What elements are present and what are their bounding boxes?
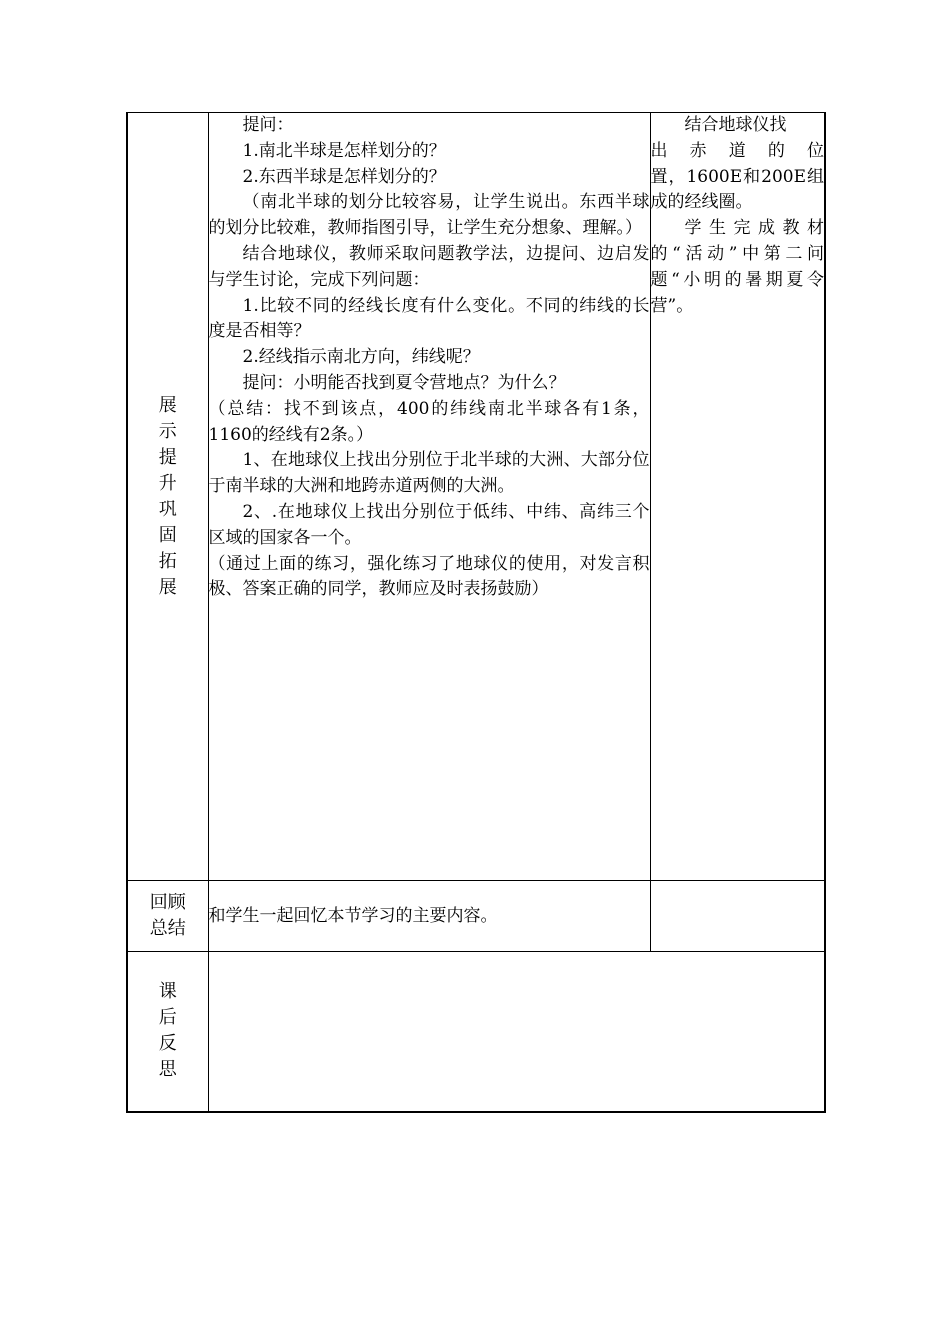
extension-side-cell (650, 113, 825, 881)
content-line: 1.南北半球是怎样划分的？ (242, 140, 446, 161)
summary-label-cell (127, 881, 208, 952)
summary-label-line: 回顾 (149, 892, 186, 913)
summary-label-line: 总结 (149, 918, 186, 939)
content-line: 结合地球仪，教师采取问题教学法，边提问、边启发与学生讨论，完成下列问题： (208, 243, 650, 290)
extension-label-cell (127, 113, 208, 881)
side-line: 学生完成教材的“活动”中第二问题“小明的暑期夏令营”。 (650, 218, 824, 316)
content-line: 1、在地球仪上找出分别位于北半球的大洲、大部分位于南半球的大洲和地跨赤道两侧的大洲。 (208, 450, 650, 497)
content-line: 提问： (242, 115, 294, 135)
reflection-content-cell (208, 952, 825, 1112)
lesson-plan-table (126, 112, 826, 1113)
content-line: 2、.在地球仪上找出分别位于低纬、中纬、高纬三个区域的国家各一个。 (208, 501, 650, 548)
reflection-label-cell (127, 952, 208, 1112)
summary-content-cell: 和学生一起回忆本节学习的主要内容。 (208, 881, 650, 952)
content-line: （南北半球的划分比较容易，让学生说出。东西半球的划分比较难，教师指图引导，让学生充分想象、理解。） (208, 192, 650, 239)
content-line: 1.比较不同的经线长度有什么变化。不同的纬线的长度是否相等？ (208, 295, 650, 342)
extension-content-cell (208, 113, 650, 881)
side-line: 出 赤 道 的 位 (650, 140, 824, 161)
content-line: 2.经线指示南北方向，纬线呢？ (242, 347, 480, 368)
side-line: 置，1600E和200E组成的经线圈。 (650, 166, 824, 213)
reflection-label: 课后反思 (158, 981, 177, 1081)
extension-label: 展示提升巩固拓展 (158, 394, 177, 598)
summary-side-cell (650, 881, 825, 952)
summary-row (127, 881, 825, 952)
content-line: 提问：小明能否找到夏令营地点？为什么？ (242, 372, 566, 393)
content-line: 2.东西半球是怎样划分的？ (242, 166, 446, 187)
content-line: （通过上面的练习，强化练习了地球仪的使用，对发言积极、答案正确的同学，教师应及时表扬鼓励） (208, 553, 650, 600)
reflection-row (127, 952, 825, 1112)
extension-row (127, 113, 825, 881)
side-line: 结合地球仪找 (684, 115, 787, 135)
content-line: （总结：找不到该点，400的纬线南北半球各有1条，1160的经线有2条。） (208, 398, 650, 445)
